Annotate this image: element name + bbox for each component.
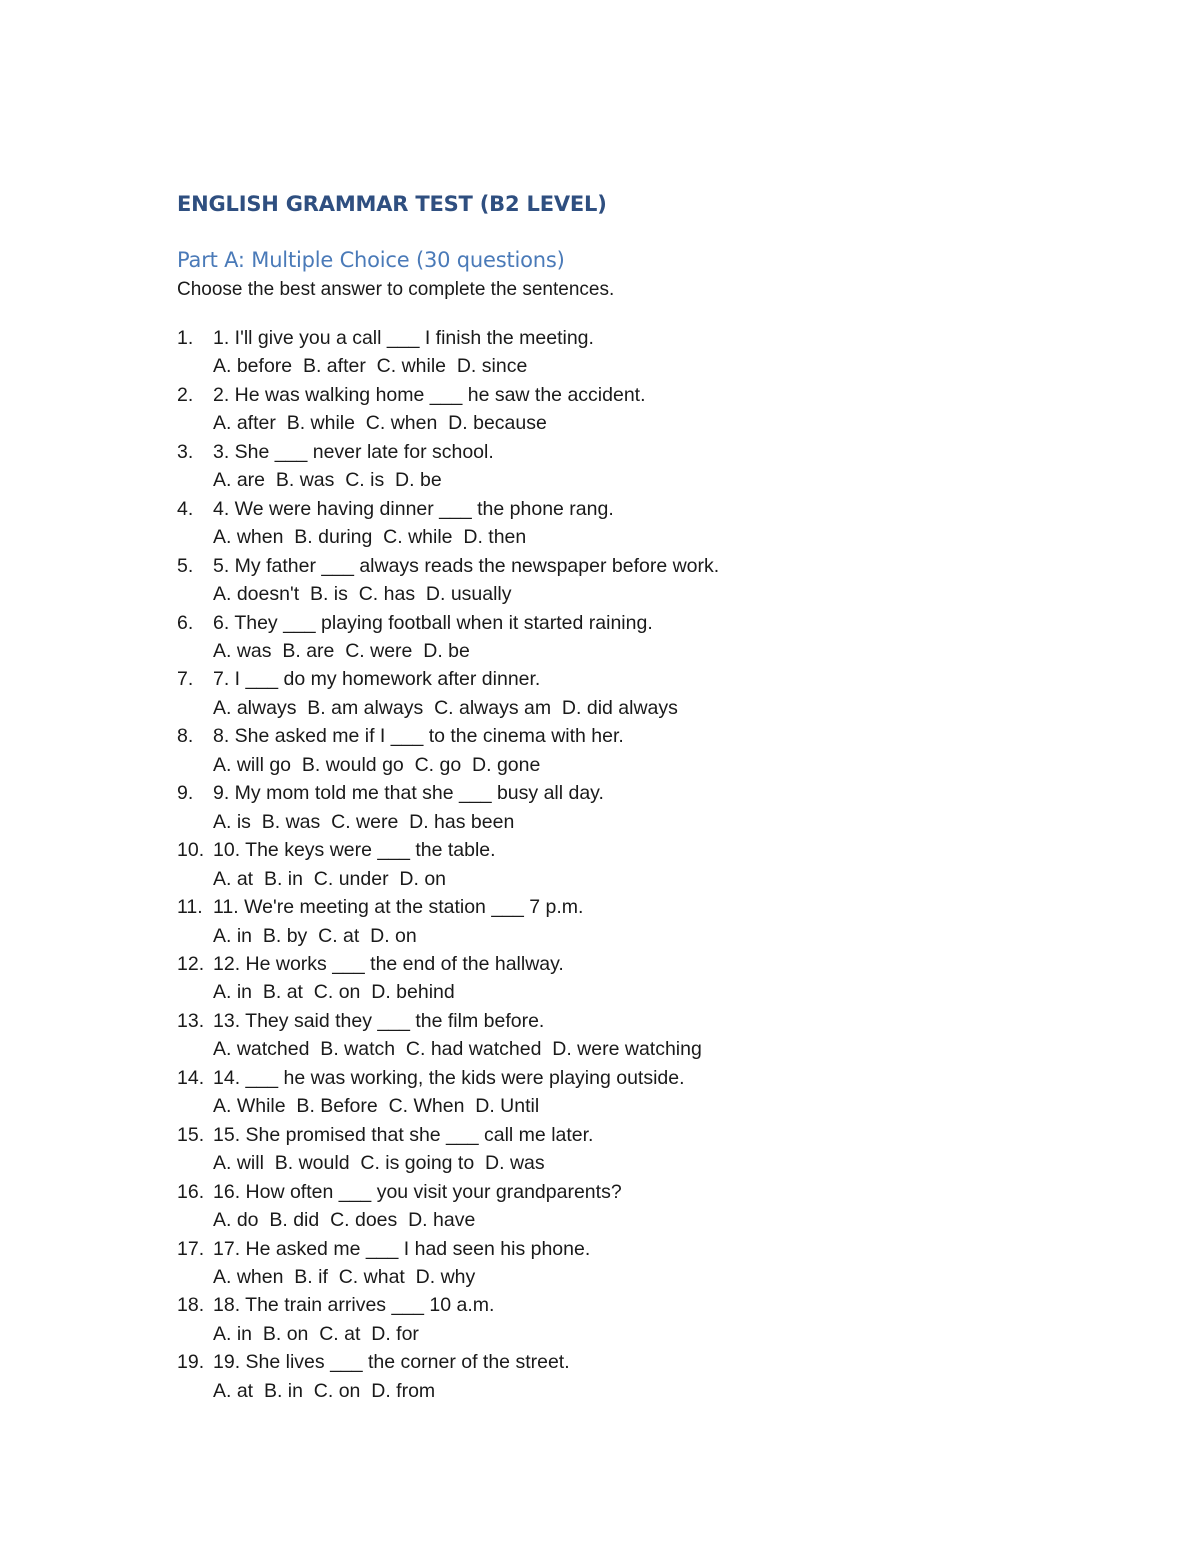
question-item — [177, 1235, 1077, 1292]
answer-options: A. watched B. watch C. had watched D. were watching — [213, 1038, 702, 1061]
question-number: 2. — [177, 383, 194, 406]
answer-options: A. doesn't B. is C. has D. usually — [213, 583, 512, 606]
question-line — [177, 779, 1077, 807]
answer-options: A. in B. on C. at D. for — [213, 1322, 419, 1345]
question-line — [177, 438, 1077, 466]
question-number: 17. — [177, 1237, 205, 1260]
answer-options: A. always B. am always C. always am D. did always — [213, 696, 678, 719]
question-line — [177, 381, 1077, 409]
question-number: 1. — [177, 327, 194, 349]
question-number: 14. — [177, 1066, 205, 1089]
answer-options: A. before B. after C. while D. since — [213, 355, 528, 378]
question-line — [177, 324, 1077, 352]
part-a-heading: Part A: Multiple Choice (30 questions) — [177, 248, 565, 272]
part-a-instructions: Choose the best answer to complete the sentences. — [177, 279, 615, 300]
question-line — [177, 552, 1077, 580]
question-list — [177, 324, 1077, 1405]
question-item — [177, 609, 1077, 666]
question-line — [177, 1064, 1077, 1092]
answer-options: A. is B. was C. were D. has been — [213, 810, 515, 833]
question-line — [177, 1178, 1077, 1206]
question-text: 8. She asked me if I ___ to the cinema with her. — [213, 725, 624, 748]
question-number: 11. — [177, 896, 203, 919]
question-line — [177, 1348, 1077, 1376]
question-text: 11. We're meeting at the station ___ 7 p.m. — [213, 896, 584, 919]
question-number: 3. — [177, 440, 194, 463]
question-line — [177, 893, 1077, 921]
answer-options: A. when B. if C. what D. why — [213, 1265, 476, 1288]
question-item — [177, 324, 1077, 381]
question-item — [177, 381, 1077, 438]
answer-options: A. when B. during C. while D. then — [213, 526, 527, 549]
question-line — [177, 609, 1077, 637]
question-line — [177, 1235, 1077, 1263]
question-item — [177, 836, 1077, 893]
question-text: 2. He was walking home ___ he saw the accident. — [213, 383, 646, 406]
question-text: 10. The keys were ___ the table. — [213, 839, 496, 862]
question-number: 8. — [177, 725, 194, 748]
answer-options: A. at B. in C. under D. on — [213, 867, 447, 890]
question-number: 7. — [177, 668, 194, 691]
question-number: 9. — [177, 782, 194, 805]
question-line — [177, 722, 1077, 750]
question-item — [177, 438, 1077, 495]
question-item — [177, 950, 1077, 1007]
question-number: 5. — [177, 554, 194, 577]
question-line — [177, 950, 1077, 978]
question-number: 18. — [177, 1294, 205, 1317]
answer-options: A. at B. in C. on D. from — [213, 1379, 436, 1402]
question-item — [177, 1178, 1077, 1235]
question-line — [177, 495, 1077, 523]
question-number: 15. — [177, 1123, 205, 1146]
question-line — [177, 665, 1077, 693]
question-line — [177, 1291, 1077, 1319]
question-text: 18. The train arrives ___ 10 a.m. — [213, 1294, 495, 1317]
answer-options: A. after B. while C. when D. because — [213, 412, 547, 435]
question-text: 5. My father ___ always reads the newspaper before work. — [213, 554, 720, 577]
question-line — [177, 1007, 1077, 1035]
question-item — [177, 1121, 1077, 1178]
question-line — [177, 1121, 1077, 1149]
question-text: 1. I'll give you a call ___ I finish the meeting. — [213, 327, 594, 349]
question-item — [177, 722, 1077, 779]
answer-options: A. will B. would C. is going to D. was — [213, 1152, 545, 1175]
question-text: 14. ___ he was working, the kids were playing outside. — [213, 1066, 685, 1089]
question-text: 13. They said they ___ the film before. — [213, 1009, 545, 1032]
answer-options: A. are B. was C. is D. be — [213, 469, 442, 492]
question-text: 3. She ___ never late for school. — [213, 440, 494, 463]
answer-options: A. was B. are C. were D. be — [213, 639, 470, 662]
question-item — [177, 779, 1077, 836]
question-line — [177, 836, 1077, 864]
question-item — [177, 1348, 1077, 1405]
question-item — [177, 1007, 1077, 1064]
question-text: 9. My mom told me that she ___ busy all day. — [213, 782, 604, 805]
question-text: 17. He asked me ___ I had seen his phone. — [213, 1237, 591, 1260]
document-page — [177, 188, 1077, 1405]
question-text: 16. How often ___ you visit your grandparents? — [213, 1180, 622, 1203]
question-number: 10. — [177, 839, 205, 862]
answer-options: A. do B. did C. does D. have — [213, 1209, 476, 1232]
question-number: 16. — [177, 1180, 205, 1203]
question-item — [177, 893, 1077, 950]
question-text: 12. He works ___ the end of the hallway. — [213, 952, 564, 975]
question-text: 7. I ___ do my homework after dinner. — [213, 668, 541, 691]
answer-options: A. in B. at C. on D. behind — [213, 981, 455, 1004]
answer-options: A. in B. by C. at D. on — [213, 924, 417, 947]
document-title: ENGLISH GRAMMAR TEST (B2 LEVEL) — [177, 192, 607, 216]
question-text: 6. They ___ playing football when it started raining. — [213, 611, 653, 634]
question-item — [177, 1291, 1077, 1348]
answer-options: A. While B. Before C. When D. Until — [213, 1095, 540, 1118]
answer-options: A. will go B. would go C. go D. gone — [213, 753, 541, 776]
question-number: 19. — [177, 1351, 205, 1374]
question-item — [177, 552, 1077, 609]
question-number: 12. — [177, 952, 205, 975]
question-number: 13. — [177, 1009, 205, 1032]
question-text: 19. She lives ___ the corner of the street. — [213, 1351, 570, 1374]
question-text: 4. We were having dinner ___ the phone rang. — [213, 497, 614, 520]
question-item — [177, 665, 1077, 722]
question-number: 4. — [177, 497, 194, 520]
question-item — [177, 495, 1077, 552]
question-item — [177, 1064, 1077, 1121]
question-number: 6. — [177, 611, 194, 634]
question-text: 15. She promised that she ___ call me later. — [213, 1123, 594, 1146]
